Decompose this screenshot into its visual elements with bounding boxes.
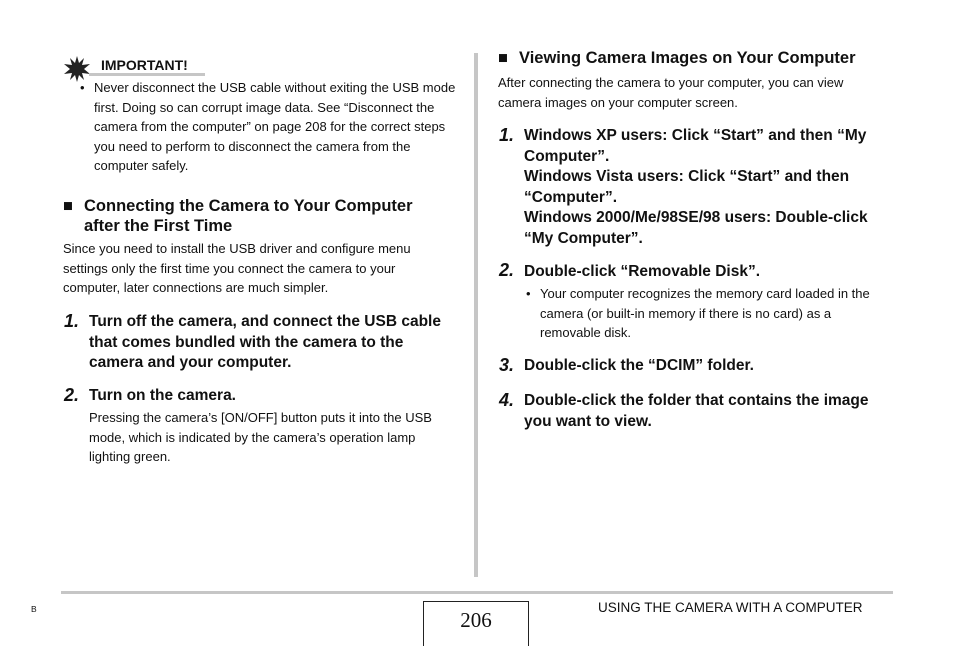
step-number: 1. xyxy=(499,125,515,145)
important-label: IMPORTANT! xyxy=(101,57,188,73)
footer-section-title: USING THE CAMERA WITH A COMPUTER xyxy=(598,600,863,615)
right-section-title: Viewing Camera Images on Your Computer xyxy=(519,49,856,67)
important-bullets xyxy=(80,78,456,176)
step-instruction: Double-click the “DCIM” folder. xyxy=(524,357,754,374)
corner-mark: B xyxy=(31,604,37,614)
left-section-title-line1: Connecting the Camera to Your Computer xyxy=(84,197,413,215)
page-number: 206 xyxy=(460,608,492,632)
important-burst-icon xyxy=(64,56,90,82)
right-section-heading xyxy=(498,48,898,68)
step-detail: Pressing the camera’s [ON/OFF] button puts it into the USB mode, which is indicated by the camera’s operation lamp lighting green. xyxy=(89,410,432,464)
important-underline xyxy=(89,73,205,76)
left-section-title-line2: after the First Time xyxy=(84,217,233,235)
square-bullet-icon: ■ xyxy=(63,197,73,215)
step-line: Windows 2000/Me/98SE/98 users: Double-click “My Computer”. xyxy=(524,209,868,247)
left-section-heading xyxy=(63,196,463,236)
step-instruction: Double-click the folder that contains the image you want to view. xyxy=(524,392,869,430)
step-number: 2. xyxy=(499,260,515,280)
step-number: 2. xyxy=(64,385,80,405)
step-bullet: • Your computer recognizes the memory card loaded in the camera (or built-in memory if there is no card) as a removable disk. xyxy=(526,286,870,340)
step-number: 4. xyxy=(499,390,515,410)
step-instruction: Turn on the camera. xyxy=(89,387,236,404)
column-divider xyxy=(474,53,478,577)
important-bullet: • Never disconnect the USB cable without exiting the USB mode first. Doing so can corrupt image data. See “Disconnect the camera from the computer” on page 208 for the correct steps you need to perform to disconnect the camera from the computer safely. xyxy=(80,80,456,173)
square-bullet-icon: ■ xyxy=(498,49,508,67)
footer-rule xyxy=(61,591,893,594)
step-number: 1. xyxy=(64,311,80,331)
right-section-intro: After connecting the camera to your computer, you can view camera images on your computer screen. xyxy=(498,75,844,110)
bullet-dot-icon: • xyxy=(526,286,531,301)
step-line: Windows Vista users: Click “Start” and then “Computer”. xyxy=(524,168,850,206)
step-instruction: Turn off the camera, and connect the USB cable that comes bundled with the camera to the camera and your computer. xyxy=(89,313,441,371)
bullet-dot-icon: • xyxy=(80,80,85,95)
step-bullets xyxy=(526,284,892,343)
step-line: Windows XP users: Click “Start” and then “My Computer”. xyxy=(524,127,867,165)
step-instruction: Double-click “Removable Disk”. xyxy=(524,263,761,280)
left-section-intro: Since you need to install the USB driver and configure menu settings only the first time you connect the camera to your computer, later connections are much simpler. xyxy=(63,241,411,295)
step-number: 3. xyxy=(499,355,515,375)
step-instruction xyxy=(524,126,894,249)
